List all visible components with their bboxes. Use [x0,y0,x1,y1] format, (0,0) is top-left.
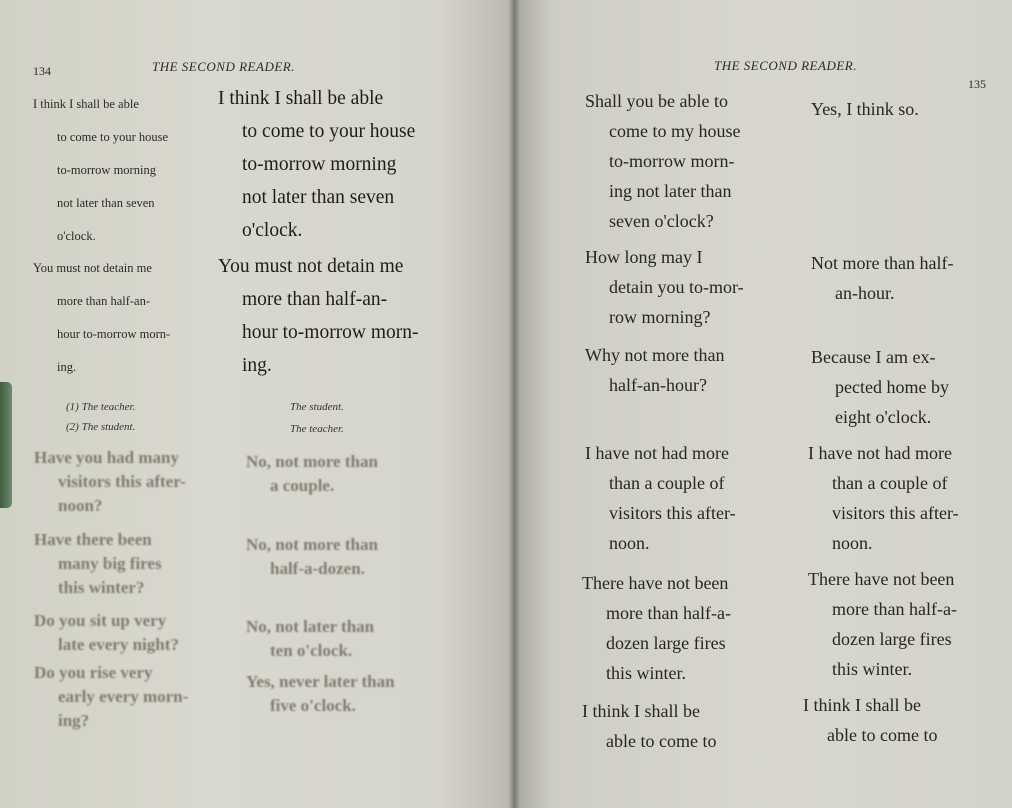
text-line: this winter. [832,659,912,679]
book-gutter [508,0,520,808]
text-line: I think I shall be able [218,88,384,109]
text-line: than a couple of [832,473,948,493]
text-line: visitors this after- [58,472,186,491]
text-line: Why not more than [585,345,725,365]
dialogue-answer-3 [811,342,991,432]
dialogue-answer-4 [246,670,446,718]
text-line: detain you to-mor- [609,277,744,297]
dialogue-question-6 [582,696,779,756]
dialogue-answer-3 [246,615,446,663]
text-line: noon. [609,533,650,553]
text-line: many big fires [58,554,162,573]
text-line: visitors this after- [609,503,736,523]
text-line: early every morn- [58,687,189,706]
text-line: more than half-a- [606,603,731,623]
dialogue-answer-1 [811,94,991,124]
text-line: able to come to [606,731,717,751]
dialogue-answer-6 [803,690,983,750]
dialogue-answer-4 [808,438,990,558]
dialogue-question-3 [34,609,224,657]
text-line: I think I shall be able [33,97,139,111]
text-line: How long may I [585,247,703,267]
text-line: than a couple of [609,473,725,493]
text-line: o'clock. [242,220,303,241]
dialogue-question-2 [34,528,224,600]
text-line: There have not been [808,569,955,589]
text-line: pected home by [835,377,949,397]
dialogue-question-4 [34,661,224,733]
legend-student: (2) The student. [66,421,136,433]
text-line: No, not more than [246,535,378,554]
text-line: Because I am ex- [811,347,936,367]
text-line: hour to-morrow morn- [57,327,171,341]
text-line: more than half-an- [57,294,151,308]
legend-teacher-right: The teacher. [290,423,344,435]
text-line: I have not had more [808,443,952,463]
right-page [514,0,1012,808]
text-line: five o'clock. [270,696,356,715]
text-line: You must not detain me [218,256,404,277]
text-line: Not more than half- [811,253,954,273]
text-line: noon. [832,533,873,553]
green-bookmark-tab [0,382,12,508]
text-line: eight o'clock. [835,407,932,427]
text-line: Do you sit up very [34,611,167,630]
text-line: I think I shall be [582,701,700,721]
text-line: come to my house [609,121,741,141]
text-line: to come to your house [57,130,169,144]
text-line: No, not more than [246,452,378,471]
text-line: able to come to [827,725,938,745]
text-line: to come to your house [242,121,416,142]
text-line: not later than seven [57,196,155,210]
page-number-right: 135 [968,77,986,91]
text-line: to-morrow morn- [609,151,735,171]
text-line: this winter. [606,663,686,683]
legend-student-right: The student. [290,401,344,413]
text-line: dozen large fires [606,633,726,653]
running-head-right: THE SECOND READER. [714,58,857,73]
text-line: ing not later than [609,181,732,201]
dialogue-question-1 [34,446,224,518]
text-line: more than half-a- [832,599,957,619]
text-line: to-morrow morning [242,154,397,175]
text-line: Yes, never later than [246,672,395,691]
text-line: half-a-dozen. [270,559,365,578]
large-text-block-2 [218,250,446,382]
text-line: There have not been [582,573,729,593]
dialogue-answer-2 [246,533,446,581]
dialogue-answer-5 [808,564,986,684]
running-head-left: THE SECOND READER. [152,59,295,74]
text-line: ing? [58,711,90,730]
text-line: a couple. [270,476,335,495]
small-text-block-1 [33,88,199,253]
text-line: row morning? [609,307,711,327]
large-text-block-1 [218,82,446,247]
text-line: half-an-hour? [609,375,707,395]
text-line: dozen large fires [832,629,952,649]
dialogue-answer-2 [811,248,991,308]
text-line: not later than seven [242,187,395,208]
text-line: Yes, I think so. [811,99,919,119]
text-line: an-hour. [835,283,895,303]
text-line: this winter? [58,578,145,597]
text-line: more than half-an- [242,289,388,310]
text-line: ing. [57,360,77,374]
dialogue-question-5 [582,568,787,688]
text-line: Shall you be able to [585,91,728,111]
text-line: Have there been [34,530,152,549]
text-line: You must not detain me [33,261,152,275]
text-line: I have not had more [585,443,729,463]
text-line: Do you rise very [34,663,153,682]
text-line: ing. [242,355,272,376]
dialogue-question-4 [585,438,790,558]
text-line: No, not later than [246,617,375,636]
dialogue-question-2 [585,242,790,332]
dialogue-question-1 [585,86,790,236]
text-line: ten o'clock. [270,641,353,660]
legend-teacher: (1) The teacher. [66,401,136,413]
text-line: I think I shall be [803,695,921,715]
small-text-block-2 [33,252,199,384]
text-line: o'clock. [57,229,96,243]
dialogue-question-3 [585,340,790,400]
text-line: visitors this after- [832,503,959,523]
text-line: Have you had many [34,448,179,467]
text-line: late every night? [58,635,179,654]
page-number-left: 134 [33,64,51,78]
text-line: to-morrow morning [57,163,156,177]
text-line: hour to-morrow morn- [242,322,419,343]
text-line: noon? [58,496,103,515]
text-line: seven o'clock? [609,211,714,231]
dialogue-answer-1 [246,450,446,498]
